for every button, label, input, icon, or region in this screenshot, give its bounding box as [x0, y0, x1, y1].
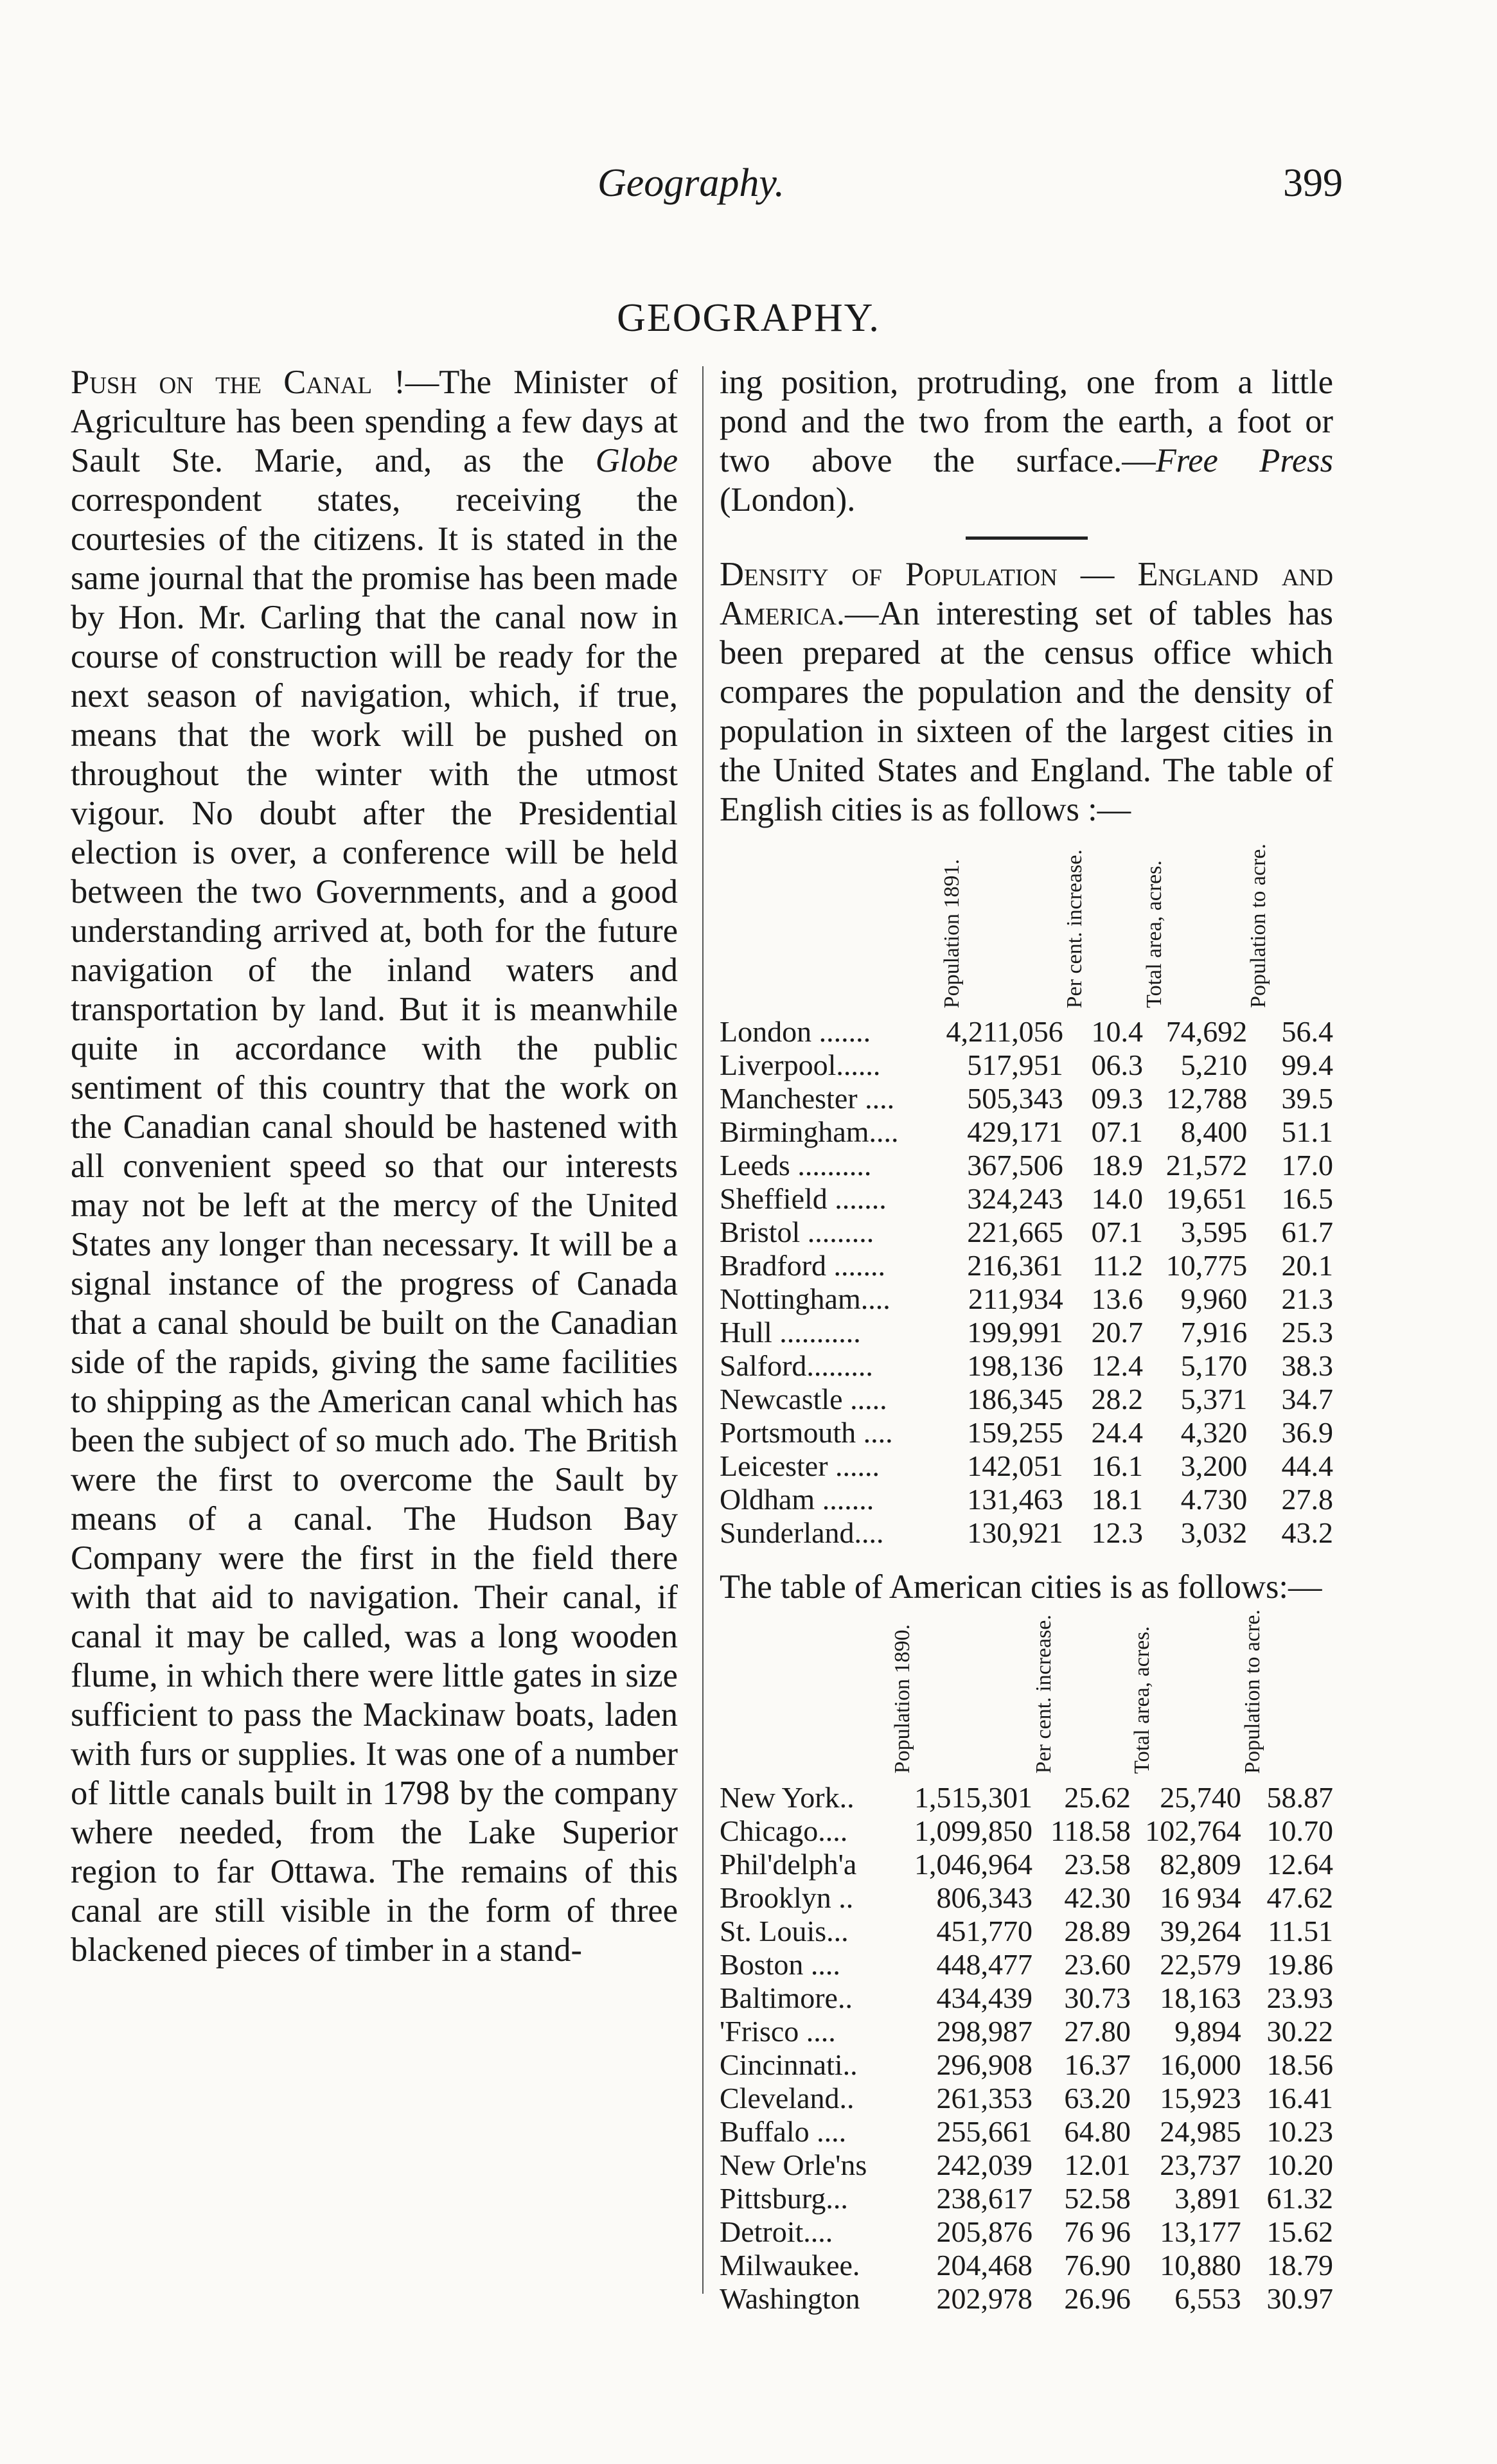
table-row: [720, 1282, 1333, 1316]
increase-cell: 16.37: [1064, 2048, 1131, 2081]
population-cell: 221,665: [967, 1215, 1063, 1248]
increase-cell: 118.58: [1050, 1814, 1131, 1847]
table-row: [720, 1848, 1333, 1881]
header-density: Population to acre.: [1246, 844, 1271, 1008]
area-cell: 19,651: [1165, 1182, 1248, 1215]
population-cell: 242,039: [936, 2148, 1033, 2181]
density-cell: 10.70: [1266, 1814, 1333, 1847]
density-cell: 99.4: [1281, 1048, 1333, 1081]
area-cell: 4.730: [1180, 1482, 1248, 1516]
increase-cell: 16.1: [1091, 1449, 1143, 1482]
city-cell: Liverpool......: [720, 1048, 881, 1081]
city-cell: Boston ....: [720, 1947, 840, 1981]
area-cell: 16 934: [1160, 1881, 1241, 1914]
table-row: [720, 1082, 1333, 1115]
area-cell: 23,737: [1160, 2148, 1241, 2181]
density-cell: 12.64: [1266, 1847, 1333, 1881]
density-cell: 47.62: [1266, 1881, 1333, 1914]
area-cell: 22,579: [1160, 1947, 1241, 1981]
city-cell: Birmingham....: [720, 1115, 899, 1148]
table-row: [720, 1781, 1333, 1814]
density-cell: 23.93: [1266, 1981, 1333, 2014]
area-cell: 3,032: [1180, 1516, 1248, 1549]
density-cell: 18.56: [1266, 2048, 1333, 2081]
population-cell: 211,934: [968, 1282, 1063, 1315]
area-cell: 24,985: [1160, 2114, 1241, 2148]
table-row: [720, 2149, 1333, 2182]
city-cell: Phil'delph'a: [720, 1847, 857, 1881]
density-cell: 18.79: [1266, 2248, 1333, 2282]
density-title: Density of Population — England and America.: [720, 556, 1333, 632]
increase-cell: 52.58: [1064, 2181, 1131, 2215]
area-cell: 18,163: [1160, 1981, 1241, 2014]
population-cell: 216,361: [967, 1248, 1063, 1282]
density-cell: 21.3: [1281, 1282, 1333, 1315]
city-cell: Newcastle .....: [720, 1382, 887, 1415]
population-cell: 4,211,056: [946, 1015, 1063, 1048]
city-cell: Milwaukee.: [720, 2248, 860, 2282]
column-header: [1032, 1609, 1131, 1781]
population-cell: 296,908: [936, 2048, 1033, 2081]
density-cell: 17.0: [1281, 1148, 1333, 1182]
area-cell: 12,788: [1165, 1081, 1248, 1115]
increase-cell: 12.4: [1091, 1349, 1143, 1382]
table-row: [720, 1349, 1333, 1383]
city-cell: Oldham .......: [720, 1482, 874, 1516]
density-cell: 44.4: [1281, 1449, 1333, 1482]
population-cell: 159,255: [967, 1415, 1063, 1449]
increase-cell: 30.73: [1064, 1981, 1131, 2014]
city-cell: Bristol .........: [720, 1215, 874, 1248]
header-increase: Per cent. increase.: [1062, 849, 1086, 1008]
area-cell: 8,400: [1180, 1115, 1248, 1148]
english-table-header: [720, 844, 1333, 1015]
population-cell: 324,243: [967, 1182, 1063, 1215]
area-cell: 10,880: [1160, 2248, 1241, 2282]
table-row: [720, 2115, 1333, 2149]
area-cell: 82,809: [1160, 1847, 1241, 1881]
header-area: Total area, acres.: [1129, 1626, 1154, 1774]
population-cell: 505,343: [967, 1081, 1063, 1115]
population-cell: 205,876: [936, 2215, 1033, 2248]
continuation-text: ing position, protruding, one from a little pond and the two from the earth, a foot or two above the surface.—: [720, 364, 1333, 479]
density-cell: 11.51: [1268, 1914, 1333, 1947]
increase-cell: 20.7: [1091, 1315, 1143, 1349]
page-number: 399: [1283, 161, 1343, 205]
canal-text-1: —The Minister of Agriculture has been spending a few days at Sault Ste. Marie, and, as the: [71, 364, 678, 479]
density-cell: 51.1: [1281, 1115, 1333, 1148]
city-cell: Leeds ..........: [720, 1148, 872, 1182]
area-cell: 3,595: [1180, 1215, 1248, 1248]
table-row: [720, 1981, 1333, 2015]
population-cell: 130,921: [967, 1516, 1063, 1549]
increase-cell: 14.0: [1091, 1182, 1143, 1215]
section-title: GEOGRAPHY.: [617, 296, 880, 340]
table-row: [720, 1915, 1333, 1948]
density-text: —An interesting set of tables has been prepared at the census office which compares the population and the density of population in sixteen of the largest cities in the United States and England. The table of English cities is as follows :—: [720, 595, 1333, 828]
american-intro: The table of American cities is as follows:—: [720, 1568, 1322, 1606]
city-header-blank: [720, 1609, 891, 1781]
area-cell: 21,572: [1165, 1148, 1248, 1182]
table-row: [720, 1216, 1333, 1249]
city-cell: 'Frisco ....: [720, 2014, 836, 2048]
column-header: [1063, 844, 1143, 1015]
density-article: [720, 555, 1333, 829]
population-cell: 1,515,301: [914, 1780, 1033, 1814]
table-row: [720, 1814, 1333, 1848]
city-cell: Chicago....: [720, 1814, 848, 1847]
area-cell: 3,200: [1180, 1449, 1248, 1482]
increase-cell: 24.4: [1091, 1415, 1143, 1449]
source-name: Free Press: [1155, 442, 1334, 479]
city-cell: Brooklyn ..: [720, 1881, 854, 1914]
american-table-header: [720, 1609, 1333, 1781]
table-row: [720, 1516, 1333, 1550]
increase-cell: 13.6: [1091, 1282, 1143, 1315]
column-header: [1131, 1609, 1241, 1781]
density-cell: 19.86: [1266, 1947, 1333, 1981]
population-cell: 429,171: [967, 1115, 1063, 1148]
table-row: [720, 2249, 1333, 2282]
table-row: [720, 1149, 1333, 1182]
increase-cell: 28.89: [1064, 1914, 1131, 1947]
column-header: [1241, 1609, 1333, 1781]
population-cell: 1,046,964: [914, 1847, 1033, 1881]
population-cell: 806,343: [936, 1881, 1033, 1914]
left-column: [71, 363, 678, 1970]
city-cell: Manchester ....: [720, 1081, 895, 1115]
city-cell: Pittsburg...: [720, 2181, 848, 2215]
area-cell: 9,894: [1174, 2014, 1241, 2048]
area-cell: 4,320: [1180, 1415, 1248, 1449]
population-cell: 199,991: [967, 1315, 1063, 1349]
city-cell: Nottingham....: [720, 1282, 890, 1315]
increase-cell: 23.60: [1064, 1947, 1131, 1981]
canal-continuation: [720, 363, 1333, 520]
increase-cell: 63.20: [1064, 2081, 1131, 2114]
table-row: [720, 1049, 1333, 1082]
header-population: Population 1890.: [890, 1624, 915, 1774]
running-head: [0, 161, 1497, 218]
area-cell: 10,775: [1165, 1248, 1248, 1282]
increase-cell: 07.1: [1091, 1215, 1143, 1248]
density-cell: 20.1: [1281, 1248, 1333, 1282]
area-cell: 39,264: [1160, 1914, 1241, 1947]
density-cell: 38.3: [1281, 1349, 1333, 1382]
running-title: Geography.: [598, 161, 785, 205]
city-cell: New York..: [720, 1780, 855, 1814]
city-cell: New Orle'ns: [720, 2148, 867, 2181]
canal-article: [71, 363, 678, 1970]
increase-cell: 10.4: [1091, 1015, 1143, 1048]
table-row: [720, 2048, 1333, 2082]
population-cell: 298,987: [936, 2014, 1033, 2048]
increase-cell: 12.01: [1064, 2148, 1131, 2181]
population-cell: 434,439: [936, 1981, 1033, 2014]
table-row: [720, 2282, 1333, 2316]
density-cell: 43.2: [1281, 1516, 1333, 1549]
density-cell: 30.97: [1266, 2282, 1333, 2315]
area-cell: 15,923: [1160, 2081, 1241, 2114]
population-cell: 451,770: [936, 1914, 1033, 1947]
header-density: Population to acre.: [1240, 1609, 1264, 1774]
density-cell: 36.9: [1281, 1415, 1333, 1449]
section-rule: [966, 536, 1088, 540]
density-cell: 58.87: [1266, 1780, 1333, 1814]
column-header: [941, 844, 1063, 1015]
increase-cell: 09.3: [1091, 1081, 1143, 1115]
density-cell: 15.62: [1266, 2215, 1333, 2248]
table-row: [720, 2182, 1333, 2215]
increase-cell: 64.80: [1064, 2114, 1131, 2148]
increase-cell: 28.2: [1091, 1382, 1143, 1415]
table-row: [720, 1881, 1333, 1915]
city-cell: Cincinnati..: [720, 2048, 858, 2081]
population-cell: 131,463: [967, 1482, 1063, 1516]
increase-cell: 76 96: [1064, 2215, 1131, 2248]
city-cell: Buffalo ....: [720, 2114, 847, 2148]
population-cell: 261,353: [936, 2081, 1033, 2114]
density-cell: 61.32: [1266, 2181, 1333, 2215]
table-row: [720, 2082, 1333, 2115]
density-cell: 34.7: [1281, 1382, 1333, 1415]
area-cell: 16,000: [1160, 2048, 1241, 2081]
table-row: [720, 1316, 1333, 1349]
city-cell: Portsmouth ....: [720, 1415, 893, 1449]
density-cell: 10.20: [1266, 2148, 1333, 2181]
density-cell: 30.22: [1266, 2014, 1333, 2048]
area-cell: 102,764: [1145, 1814, 1241, 1847]
column-header: [891, 1609, 1032, 1781]
population-cell: 198,136: [967, 1349, 1063, 1382]
city-cell: Baltimore..: [720, 1981, 853, 2014]
density-cell: 16.41: [1266, 2081, 1333, 2114]
header-increase: Per cent. increase.: [1032, 1615, 1056, 1774]
table-row: [720, 2215, 1333, 2249]
density-cell: 10.23: [1266, 2114, 1333, 2148]
population-cell: 1,099,850: [914, 1814, 1033, 1847]
increase-cell: 12.3: [1091, 1516, 1143, 1549]
header-area: Total area, acres.: [1142, 860, 1166, 1008]
table-row: [720, 1383, 1333, 1416]
area-cell: 6,553: [1174, 2282, 1241, 2315]
table-row: [720, 1249, 1333, 1282]
header-population: Population 1891.: [939, 858, 964, 1008]
increase-cell: 25.62: [1064, 1780, 1131, 1814]
increase-cell: 11.2: [1092, 1248, 1143, 1282]
city-header-blank: [720, 844, 941, 1015]
city-cell: London .......: [720, 1015, 871, 1048]
canal-article-title: Push on the Canal !: [71, 364, 405, 401]
increase-cell: 76.90: [1064, 2248, 1131, 2282]
increase-cell: 18.9: [1091, 1148, 1143, 1182]
area-cell: 25,740: [1160, 1780, 1241, 1814]
density-cell: 39.5: [1281, 1081, 1333, 1115]
table-row: [720, 1483, 1333, 1516]
area-cell: 7,916: [1180, 1315, 1248, 1349]
area-cell: 74,692: [1165, 1015, 1248, 1048]
population-cell: 202,978: [936, 2282, 1033, 2315]
density-cell: 25.3: [1281, 1315, 1333, 1349]
table-row: [720, 1948, 1333, 1981]
city-cell: Sheffield .......: [720, 1182, 887, 1215]
population-cell: 186,345: [967, 1382, 1063, 1415]
table-row: [720, 1015, 1333, 1049]
american-cities-table: [720, 1609, 1333, 2316]
city-cell: Washington: [720, 2282, 860, 2315]
density-cell: 16.5: [1281, 1182, 1333, 1215]
city-cell: Hull ...........: [720, 1315, 861, 1349]
globe-name: Globe: [595, 442, 678, 479]
population-cell: 204,468: [936, 2248, 1033, 2282]
table-row: [720, 1182, 1333, 1216]
table-row: [720, 1416, 1333, 1449]
area-cell: 5,371: [1180, 1382, 1248, 1415]
increase-cell: 18.1: [1091, 1482, 1143, 1516]
population-cell: 448,477: [936, 1947, 1033, 1981]
city-cell: Detroit....: [720, 2215, 833, 2248]
city-cell: Sunderland....: [720, 1516, 884, 1549]
canal-text-2: correspondent states, receiving the courtesies of the citizens. It is stated in the same journal that the promise has been made by Hon. Mr. Carling that the canal now in course of construction will be ready for the next season of navigation, which, if true, means that the work will be pushed on throughout the winter with the utmost vigour. No doubt after the Presidential election is over, a conference will be held between the two Governments, and a good understanding arrived at, both for the future navigation of the inland waters and transportation by land. But it is meanwhile quite in accordance with the public sentiment of this country that the work on the Canadian canal should be hastened with all convenient speed so that our interests may not be left at the mercy of the United States any longer than necessary. It will be a signal instance of the progress of Canada that a canal should be built on the Canadian side of the rapids, giving the same facilities to shipping as the American canal which has been the subject of so much ado. The British were the first to overcome the Sault by means of a canal. The Hudson Bay Company were the first in the field there with that aid to navigation. Their canal, if canal it may be called, was a long wooden flume, in which there were little gates in size sufficient to pass the Mackinaw boats, laden with furs or supplies. It was one of a number of little canals built in 1798 by the company where needed, from the Lake Superior region to far Ottawa. The remains of this canal are still visible in the form of three blackened pieces of timber in a stand-: [71, 481, 678, 1969]
population-cell: 367,506: [967, 1148, 1063, 1182]
increase-cell: 23.58: [1064, 1847, 1131, 1881]
right-column: [720, 363, 1333, 2316]
table-row: [720, 1115, 1333, 1149]
increase-cell: 42.30: [1064, 1881, 1131, 1914]
area-cell: 5,210: [1180, 1048, 1248, 1081]
area-cell: 13,177: [1160, 2215, 1241, 2248]
population-cell: 142,051: [967, 1449, 1063, 1482]
area-cell: 5,170: [1180, 1349, 1248, 1382]
table-row: [720, 2015, 1333, 2048]
source-suffix: (London).: [720, 481, 856, 519]
increase-cell: 27.80: [1064, 2014, 1131, 2048]
english-cities-table: [720, 844, 1333, 1550]
city-cell: Leicester ......: [720, 1449, 880, 1482]
population-cell: 517,951: [967, 1048, 1063, 1081]
density-cell: 61.7: [1281, 1215, 1333, 1248]
city-cell: St. Louis...: [720, 1914, 849, 1947]
increase-cell: 26.96: [1064, 2282, 1131, 2315]
density-cell: 27.8: [1281, 1482, 1333, 1516]
table-row: [720, 1449, 1333, 1483]
population-cell: 255,661: [936, 2114, 1033, 2148]
city-cell: Bradford .......: [720, 1248, 886, 1282]
city-cell: Salford.........: [720, 1349, 873, 1382]
column-header: [1247, 844, 1333, 1015]
city-cell: Cleveland..: [720, 2081, 855, 2114]
area-cell: 9,960: [1180, 1282, 1248, 1315]
column-header: [1143, 844, 1247, 1015]
column-divider: [702, 366, 704, 2294]
population-cell: 238,617: [936, 2181, 1033, 2215]
increase-cell: 07.1: [1091, 1115, 1143, 1148]
area-cell: 3,891: [1174, 2181, 1241, 2215]
increase-cell: 06.3: [1091, 1048, 1143, 1081]
density-cell: 56.4: [1281, 1015, 1333, 1048]
